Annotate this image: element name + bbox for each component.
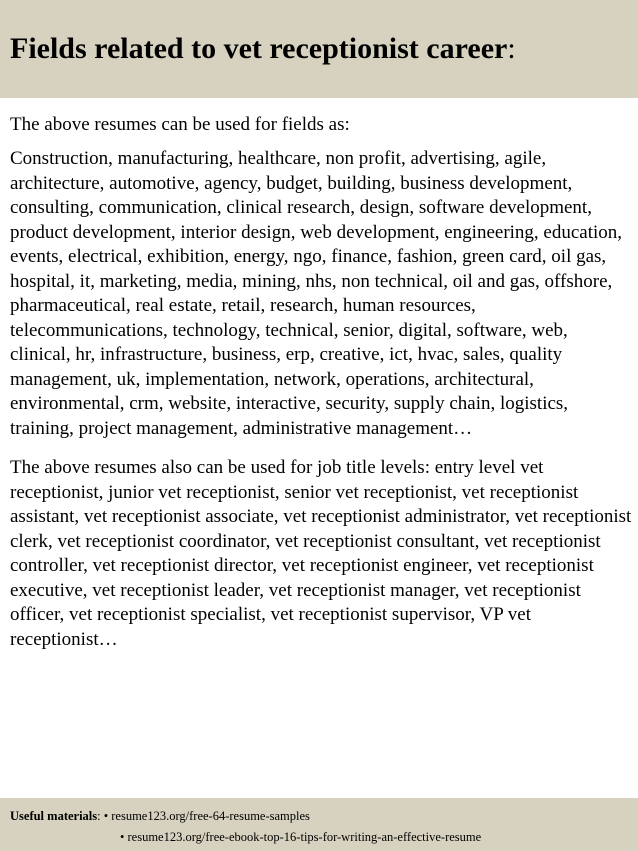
main-content	[10, 112, 632, 652]
title-banner	[0, 0, 638, 98]
intro-text: The above resumes can be used for fields as:	[10, 114, 350, 135]
resume-samples-link[interactable]: • resume123.org/free-64-resume-samples	[103, 809, 310, 823]
useful-materials-footer	[0, 798, 638, 851]
useful-materials-label: Useful materials	[10, 809, 98, 823]
ebook-tips-link[interactable]: • resume123.org/free-ebook-top-16-tips-for-writing-an-effective-resume	[120, 830, 482, 844]
footer-row-2	[120, 829, 481, 845]
job-levels-paragraph: The above resumes also can be used for job title levels: entry level vet receptionist, junior vet receptionist, senior vet receptionist, vet receptionist assistant, vet receptionist associate, vet receptionist administrator, vet receptionist clerk, vet receptionist coordinator, vet receptionist consultant, vet receptionist controller, vet receptionist director, vet receptionist engineer, vet receptionist executive, vet receptionist leader, vet receptionist manager, vet receptionist officer, vet receptionist specialist, vet receptionist supervisor, VP vet receptionist…	[10, 457, 632, 650]
useful-materials-separator: :	[97, 809, 104, 823]
page-title-text: Fields related to vet receptionist career	[10, 32, 508, 65]
page-title-colon: :	[507, 32, 516, 65]
footer-row-1	[10, 808, 310, 824]
fields-paragraph: Construction, manufacturing, healthcare, non profit, advertising, agile, architecture, automotive, agency, budget, building, business development, consulting, communication, clinical research, design, software development, product development, interior design, web development, engineering, education, events, electrical, exhibition, energy, ngo, finance, fashion, green card, oil gas, hospital, it, marketing, media, mining, nhs, non technical, oil and gas, offshore, pharmaceutical, real estate, retail, research, human resources, telecommunications, technology, technical, senior, digital, software, web, clinical, hr, infrastructure, business, erp, creative, ict, hvac, sales, quality management, uk, implementation, network, operations, architectural, environmental, crm, website, interactive, security, supply chain, logistics, training, project management, administrative management…	[10, 148, 623, 439]
page-title	[10, 31, 516, 67]
